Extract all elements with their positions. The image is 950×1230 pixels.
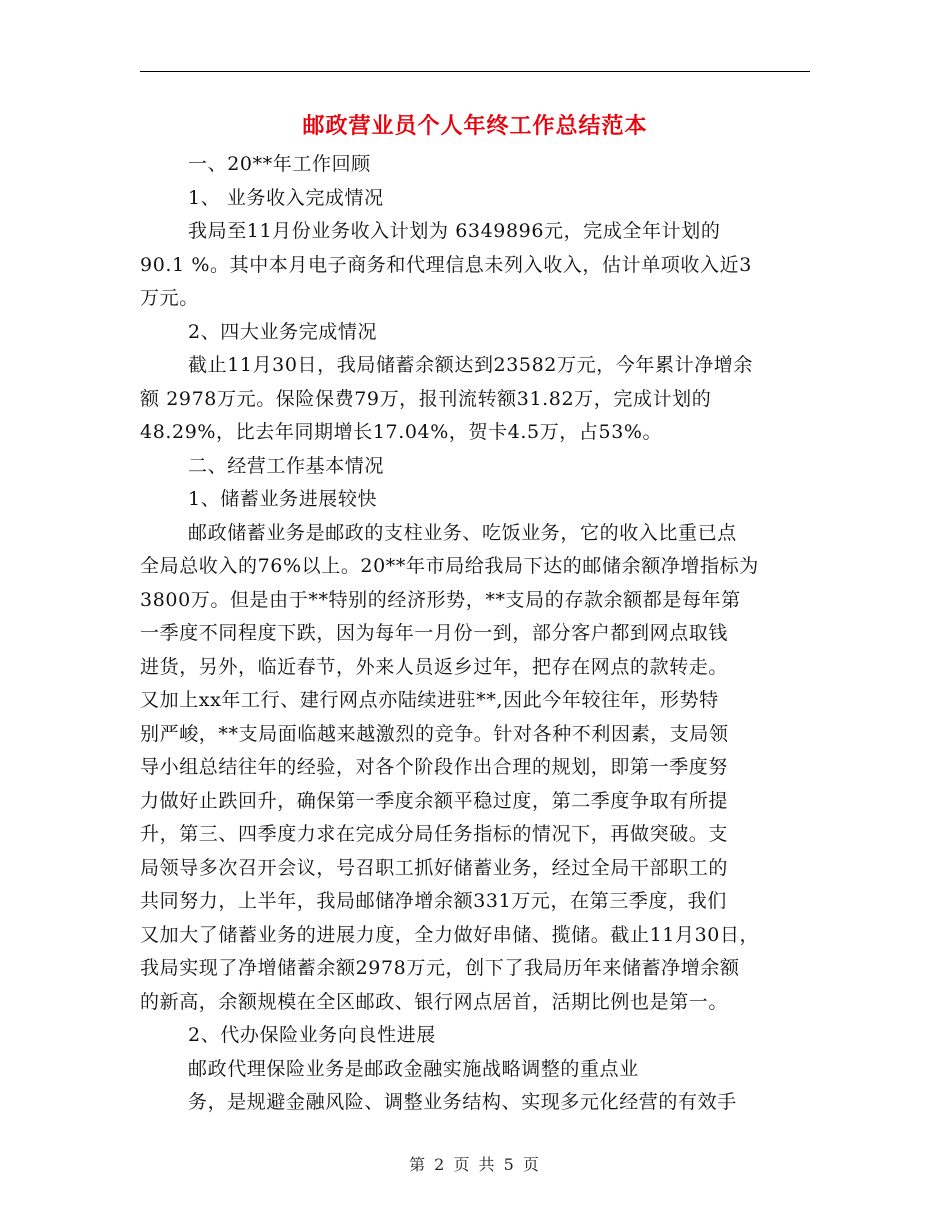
subsection-heading: 1、 业务收入完成情况 xyxy=(188,186,384,209)
paragraph-line: 的新高，余额规模在全区邮政、银行网点居首，活期比例也是第一。 xyxy=(140,990,729,1013)
paragraph-line: 进货，另外，临近春节，外来人员返乡过年，把存在网点的款转走。 xyxy=(140,655,729,678)
paragraph-line: 48.29%，比去年同期增长17.04%，贺卡4.5万，占53%。 xyxy=(140,421,663,443)
paragraph-line: 导小组总结往年的经验，对各个阶段作出合理的规划，即第一季度努 xyxy=(140,756,729,778)
paragraph-line: 务，是规避金融风险、调整业务结构、实现多元化经营的有效手 xyxy=(188,1091,737,1113)
paragraph-line: 3800万。但是由于**特别的经济形势，**支局的存款余额都是每年第 xyxy=(140,588,741,611)
document-body xyxy=(140,148,820,1120)
paragraph-line: 万元。 xyxy=(140,287,199,309)
paragraph-line: 我局实现了净增储蓄余额2978万元，创下了我局历年来储蓄净增余额 xyxy=(140,957,740,979)
header-rule xyxy=(140,71,810,72)
page-number-footer: 第 2 页 共 5 页 xyxy=(409,1155,541,1174)
paragraph-line: 别严峻，**支局面临越来越激烈的竞争。针对各种不利因素，支局领 xyxy=(140,722,729,745)
subsection-heading: 2、代办保险业务向良性进展 xyxy=(188,1024,436,1046)
paragraph-line: 又加上xx年工行、建行网点亦陆续进驻**,因此今年较往年，形势特 xyxy=(140,689,719,711)
paragraph-line: 局领导多次召开会议，号召职工抓好储蓄业务，经过全局干部职工的 xyxy=(140,856,729,879)
section-heading: 二、经营工作基本情况 xyxy=(188,454,385,477)
paragraph-line: 截止11月30日，我局储蓄余额达到23582万元，今年累计净增余 xyxy=(188,354,753,376)
paragraph-line: 90.1 %。其中本月电子商务和代理信息未列入收入，估计单项收入近3 xyxy=(140,253,752,276)
paragraph-line: 邮政代理保险业务是邮政金融实施战略调整的重点业 xyxy=(188,1057,639,1080)
paragraph-line: 又加大了储蓄业务的进展力度，全力做好串储、揽储。截止11月30日， xyxy=(140,923,760,946)
paragraph-line: 力做好止跌回升，确保第一季度余额平稳过度，第二季度争取有所提 xyxy=(140,789,729,812)
section-heading: 一、20**年工作回顾 xyxy=(188,153,371,175)
paragraph-line: 我局至11月份业务收入计划为 6349896元，完成全年计划的 xyxy=(188,220,721,242)
paragraph-line: 共同努力，上半年，我局邮储净增余额331万元，在第三季度，我们 xyxy=(140,890,727,912)
paragraph-line: 升，第三、四季度力求在完成分局任务指标的情况下，再做突破。支 xyxy=(140,823,729,845)
paragraph-line: 额 2978万元。保险保费79万，报刊流转额31.82万，完成计划的 xyxy=(140,387,712,410)
subsection-heading: 1、储蓄业务进展较快 xyxy=(188,488,378,510)
document-title: 邮政营业员个人年终工作总结范本 xyxy=(302,114,648,139)
paragraph-line: 邮政储蓄业务是邮政的支柱业务、吃饭业务，它的收入比重已点 xyxy=(188,521,737,544)
paragraph-line: 全局总收入的76%以上。20**年市局给我局下达的邮储余额净增指标为 xyxy=(140,555,759,577)
subsection-heading: 2、四大业务完成情况 xyxy=(188,320,378,343)
paragraph-line: 一季度不同程度下跌，因为每年一月份一到，部分客户都到网点取钱 xyxy=(140,622,729,644)
